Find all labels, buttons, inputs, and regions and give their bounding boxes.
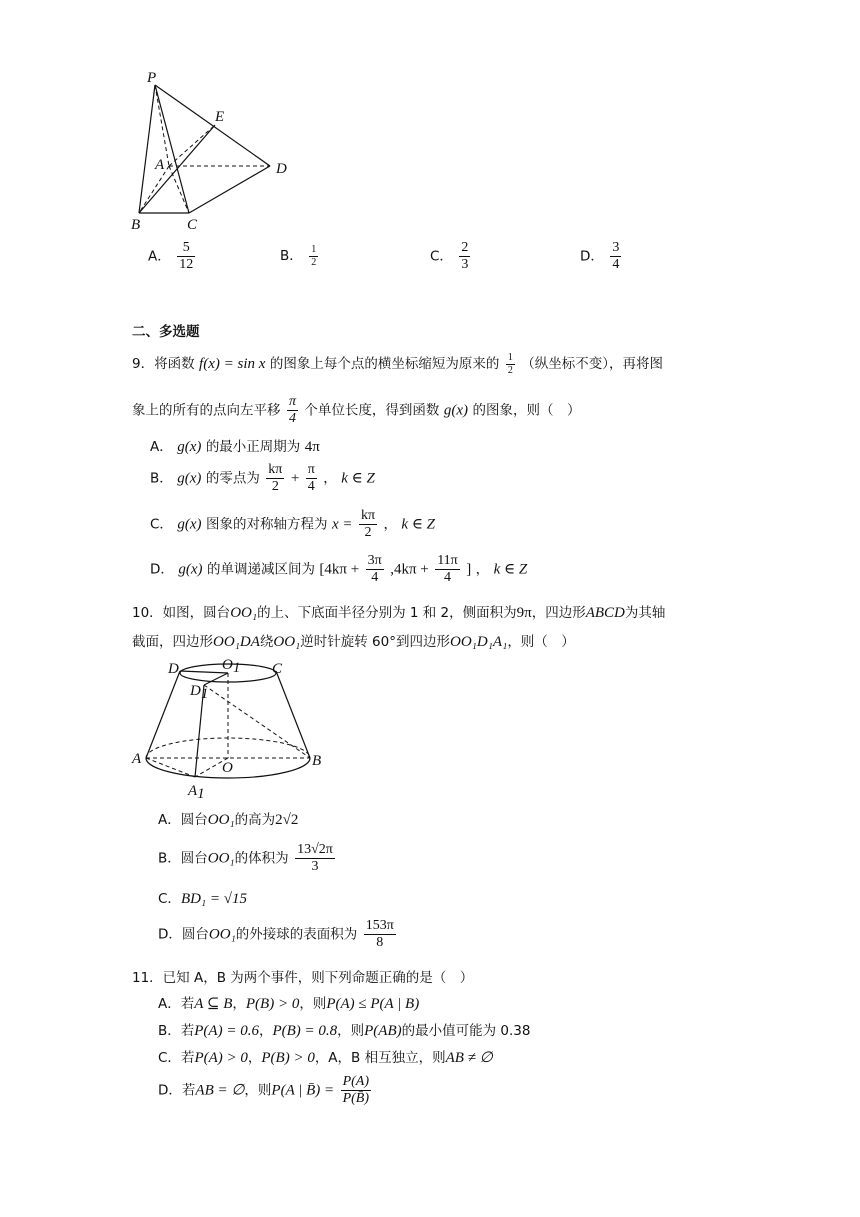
q10-option-a[interactable]: A．圆台OO₁的高为2√2: [158, 812, 299, 828]
label-A: A: [155, 157, 165, 173]
label-O: O: [222, 760, 233, 776]
label-A1: A1: [188, 783, 205, 802]
q9-option-c[interactable]: C． g(x) 图象的对称轴方程为 x = $\frac{k\pi}{2}$ ， k ∈ Z: [150, 508, 436, 541]
frustum-figure: [128, 655, 328, 805]
q11-option-b[interactable]: B．若P(A) = 0.6，P(B) = 0.8，则P(AB)的最小值可能为 0.38: [158, 1023, 531, 1039]
q10-stem-line2: 截面，四边形OO₁DA绕OO₁逆时针旋转 60°到四边形OO₁D₁A₁，则（ ）: [132, 634, 575, 650]
q10-option-b[interactable]: B．圆台OO₁的体积为 $\frac{13√2\pi}{3}$: [158, 842, 333, 875]
pyramid-figure: [125, 65, 300, 235]
q8-option-a[interactable]: A． $\frac{5}{12}$: [148, 240, 194, 273]
label-D1: D1: [190, 683, 209, 702]
label-C: C: [187, 217, 198, 233]
q11-option-a[interactable]: A．若A ⊆ B，P(B) > 0，则P(A) ≤ P(A | B): [158, 996, 420, 1012]
label-D: D: [168, 661, 179, 677]
q9-stem-line1: 9．将函数 f(x) = sin x 的图象上每个点的横坐标缩短为原来的 $\frac{1}{2}$ （纵坐标不变），再将图: [132, 352, 664, 376]
label-A: A: [132, 751, 142, 767]
q9-option-a[interactable]: A． g(x) 的最小正周期为 4π: [150, 439, 320, 455]
q8-option-b[interactable]: B． $\frac{1}{2}$: [280, 244, 317, 268]
q8-option-d[interactable]: D． $\frac{3}{4}$: [580, 240, 620, 273]
q11-option-d[interactable]: D．若AB = ∅，则P(A | B̄) = $\frac{P(A)}{P(B̄)}$: [158, 1074, 370, 1107]
q9-stem-line2: 象上的所有的点向左平移 $\frac{\pi}{4}$ 个单位长度，得到函数 g(x) 的图象，则（ ）: [132, 394, 581, 427]
q9-option-b[interactable]: B． g(x) 的零点为 $\frac{k\pi}{2}$ + $\frac{\pi}{4}$ ， k ∈ Z: [150, 462, 375, 495]
label-C: C: [272, 661, 283, 677]
q10-stem-line1: 10．如图，圆台OO₁的上、下底面半径分别为 1 和 2，侧面积为9π，四边形ABCD为其轴: [132, 605, 666, 621]
label-E: E: [215, 109, 225, 125]
q10-option-c[interactable]: C．BD₁ = √15: [158, 891, 248, 907]
label-O1: O1: [222, 657, 241, 676]
q8-option-c[interactable]: C． $\frac{2}{3}$: [430, 240, 469, 273]
q10-option-d[interactable]: D．圆台OO₁的外接球的表面积为 $\frac{153\pi}{8}$: [158, 918, 394, 951]
label-B: B: [131, 217, 141, 233]
q11-stem: 11．已知 A，B 为两个事件，则下列命题正确的是（ ）: [132, 970, 474, 986]
label-B: B: [312, 753, 322, 769]
section-title: 二、多选题: [132, 324, 200, 340]
label-D: D: [276, 161, 287, 177]
q11-option-c[interactable]: C．若P(A) > 0，P(B) > 0，A，B 相互独立，则AB ≠ ∅: [158, 1050, 493, 1066]
label-P: P: [147, 70, 157, 86]
q9-option-d[interactable]: D． g(x) 的单调递减区间为 [4kπ + $\frac{3\pi}{4}$ ,4kπ + $\frac{11\pi}{4}$ ] ， k ∈ Z: [150, 553, 528, 586]
